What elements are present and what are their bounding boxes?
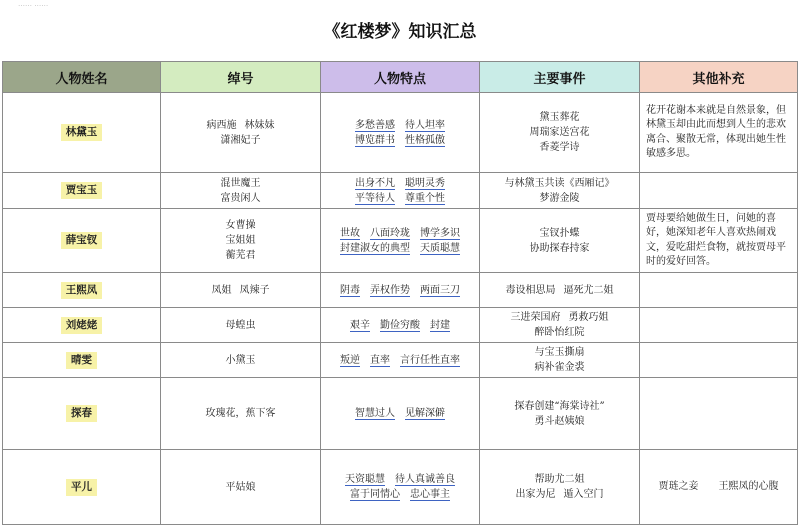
event-text: 协助探春持家 [529, 242, 590, 254]
trait-text: 见解深僻 [405, 408, 445, 419]
event-text: 病补雀金裘 [534, 362, 585, 373]
trait-text: 聪明灵秀 [405, 177, 445, 189]
trait-text: 待人坦率 [405, 119, 445, 131]
cell-nickname [161, 273, 321, 308]
event-text: 与宝玉撕扇 [534, 347, 585, 358]
cell-nickname-line [161, 233, 320, 248]
cell-events-line [480, 176, 639, 191]
cell-traits [321, 378, 480, 450]
cell-traits [321, 93, 480, 173]
cell-traits-line [321, 133, 479, 148]
nickname-text: 小黛玉 [225, 354, 256, 366]
cell-traits [321, 343, 480, 378]
cell-extra [640, 343, 798, 378]
cell-name [3, 308, 161, 343]
cell-extra: 贾琏之妾 王熙凤的心腹 [640, 450, 798, 525]
trait-text: 言行任性直率 [400, 354, 460, 366]
page-title: 《红楼梦》知识汇总 [323, 22, 477, 42]
header-nickname: 绰号 [161, 62, 321, 93]
header-extra: 其他补充 [640, 62, 798, 93]
cell-events-line [480, 472, 639, 487]
nickname-text: 林妹妹 [244, 119, 275, 131]
trait-text: 忠心事主 [410, 489, 450, 500]
cell-traits [321, 450, 480, 525]
cell-events-line [480, 241, 639, 256]
trait-text: 弄权作势 [370, 284, 410, 296]
character-name: 探春 [66, 405, 97, 422]
trait-text: 八面玲珑 [370, 227, 410, 239]
cell-name [3, 209, 161, 273]
cell-name [3, 173, 161, 209]
trait-text: 智慧过人 [355, 408, 395, 419]
trait-text: 世故 [340, 227, 360, 239]
character-name: 王熙凤 [61, 282, 103, 299]
nickname-text: 混世魔王 [220, 177, 261, 189]
cell-events [480, 450, 640, 525]
cell-traits-line [321, 318, 479, 333]
nickname-text: 凤姐 [211, 284, 232, 296]
cell-nickname [161, 378, 321, 450]
cell-traits-line [321, 353, 479, 368]
trait-text: 叛逆 [340, 354, 360, 366]
cell-traits-line [321, 472, 479, 487]
cell-nickname [161, 93, 321, 173]
trait-text: 富于同情心 [350, 489, 400, 500]
cell-events-line [480, 110, 639, 125]
cell-nickname-line [161, 353, 320, 368]
trait-text: 两面三刀 [420, 284, 460, 296]
cell-name [3, 93, 161, 173]
nickname-text: 潇湘妃子 [220, 134, 261, 146]
event-text: 与林黛玉共读《西厢记》 [504, 177, 615, 189]
header-events: 主要事件 [480, 62, 640, 93]
cell-nickname-line [161, 283, 320, 298]
cell-events [480, 308, 640, 343]
cell-name [3, 450, 161, 525]
character-name: 平儿 [66, 479, 97, 496]
cell-events-line [480, 345, 639, 360]
header-snippet: …… …… [18, 0, 49, 8]
nickname-text: 母蝗虫 [225, 319, 256, 331]
cell-nickname [161, 450, 321, 525]
cell-traits-line [321, 406, 479, 421]
cell-nickname [161, 209, 321, 273]
cell-nickname-line [161, 248, 320, 263]
nickname-text: 平姑娘 [225, 481, 256, 493]
knowledge-table [2, 61, 798, 525]
cell-extra [640, 378, 798, 450]
cell-nickname-line [161, 133, 320, 148]
table-row [3, 273, 798, 308]
cell-events [480, 209, 640, 273]
cell-events-line [480, 310, 639, 325]
character-name: 林黛玉 [61, 124, 103, 141]
trait-text: 出身不凡 [355, 177, 395, 189]
table-row [3, 308, 798, 343]
cell-traits-line [321, 283, 479, 298]
cell-traits-line [321, 118, 479, 133]
trait-text: 性格孤傲 [405, 134, 445, 146]
trait-text: 尊重个性 [405, 192, 445, 204]
cell-nickname [161, 343, 321, 378]
cell-events-line [480, 283, 639, 298]
cell-traits [321, 209, 480, 273]
cell-events-line [480, 125, 639, 140]
nickname-text: 凤辣子 [239, 284, 270, 296]
trait-text: 封建淑女的典型 [340, 242, 410, 254]
cell-traits-line [321, 191, 479, 206]
trait-text: 多愁善感 [355, 119, 395, 131]
header-name: 人物姓名 [3, 62, 161, 93]
table-header-row [3, 62, 798, 93]
event-text: 毒设相思局 [505, 284, 556, 296]
cell-traits-line [321, 487, 479, 502]
trait-text: 天质聪慧 [420, 242, 460, 254]
cell-events-line [480, 191, 639, 206]
cell-events-line [480, 325, 639, 340]
cell-traits-line [321, 176, 479, 191]
table-row [3, 93, 798, 173]
event-text: 梦游金陵 [539, 192, 580, 204]
trait-text: 阴毒 [340, 284, 360, 296]
event-text: 宝钗扑蝶 [539, 227, 580, 239]
cell-traits-line [321, 226, 479, 241]
cell-events-line [480, 399, 639, 414]
table-row [3, 173, 798, 209]
cell-nickname-line [161, 406, 320, 421]
event-text: 香菱学诗 [539, 142, 580, 153]
cell-events [480, 378, 640, 450]
cell-traits [321, 173, 480, 209]
cell-nickname-line [161, 176, 320, 191]
trait-text: 封建 [430, 319, 450, 331]
trait-text: 博览群书 [355, 134, 395, 146]
trait-text: 勤俭穷酸 [380, 319, 420, 331]
trait-text: 博学多识 [420, 227, 460, 239]
table-body [3, 93, 798, 525]
event-text: 三进荣国府 [510, 312, 561, 323]
cell-nickname-line [161, 480, 320, 495]
nickname-text: 女曹操 [225, 220, 256, 231]
cell-extra [640, 173, 798, 209]
event-text: 出家为尼 [515, 489, 556, 500]
character-name: 贾宝玉 [61, 182, 103, 199]
cell-events-line [480, 360, 639, 375]
trait-text: 直率 [370, 354, 390, 366]
nickname-text: 蘅芜君 [225, 250, 256, 261]
trait-text: 平等待人 [355, 192, 395, 204]
table-row [3, 209, 798, 273]
nickname-text: 宝姐姐 [225, 235, 256, 246]
nickname-text: 富贵闲人 [220, 192, 261, 204]
cell-events [480, 273, 640, 308]
event-text: 黛玉葬花 [539, 112, 580, 123]
cell-nickname [161, 173, 321, 209]
table-row [3, 378, 798, 450]
nickname-text: 病西施 [206, 119, 237, 131]
cell-events [480, 343, 640, 378]
trait-text: 待人真诚善良 [395, 474, 455, 485]
cell-name [3, 273, 161, 308]
cell-extra [640, 273, 798, 308]
event-text: 逼死尤二姐 [563, 284, 614, 296]
cell-nickname-line [161, 218, 320, 233]
cell-nickname-line [161, 118, 320, 133]
trait-text: 天资聪慧 [345, 474, 385, 485]
event-text: 周瑞家送宫花 [529, 127, 590, 138]
cell-events-line [480, 487, 639, 502]
cell-extra: 贾母要给她做生日，问她的喜好，她深知老年人喜欢热闹戏文，爱吃甜烂食物，就按贾母平时的爱好回答。 [640, 209, 798, 273]
cell-events-line [480, 226, 639, 241]
trait-text: 艰辛 [350, 319, 370, 331]
cell-name [3, 378, 161, 450]
cell-events-line [480, 140, 639, 155]
event-text: 遁入空门 [563, 489, 604, 500]
cell-traits [321, 308, 480, 343]
header-traits: 人物特点 [321, 62, 480, 93]
cell-traits-line [321, 241, 479, 256]
character-name: 刘姥姥 [61, 317, 103, 334]
cell-name [3, 343, 161, 378]
cell-extra [640, 308, 798, 343]
event-text: 醉卧怡红院 [534, 327, 585, 338]
cell-events [480, 173, 640, 209]
cell-nickname-line [161, 191, 320, 206]
cell-events-line [480, 414, 639, 429]
table-row [3, 450, 798, 525]
event-text: 探春创建“海棠诗社” [514, 400, 605, 412]
character-name: 薛宝钗 [61, 232, 103, 249]
cell-extra: 花开花谢本来就是自然景象，但林黛玉却由此而想到人生的悲欢离合、聚散无常，体现出她生性敏感多思。 [640, 93, 798, 173]
event-text: 帮助尤二姐 [534, 474, 585, 485]
cell-nickname [161, 308, 321, 343]
event-text: 勇救巧姐 [568, 312, 609, 323]
nickname-text: 玫瑰花，蕉下客 [205, 408, 276, 419]
table-row [3, 343, 798, 378]
cell-nickname-line [161, 318, 320, 333]
character-name: 晴雯 [66, 352, 97, 369]
event-text: 勇斗赵姨娘 [534, 415, 585, 427]
cell-traits [321, 273, 480, 308]
cell-events [480, 93, 640, 173]
